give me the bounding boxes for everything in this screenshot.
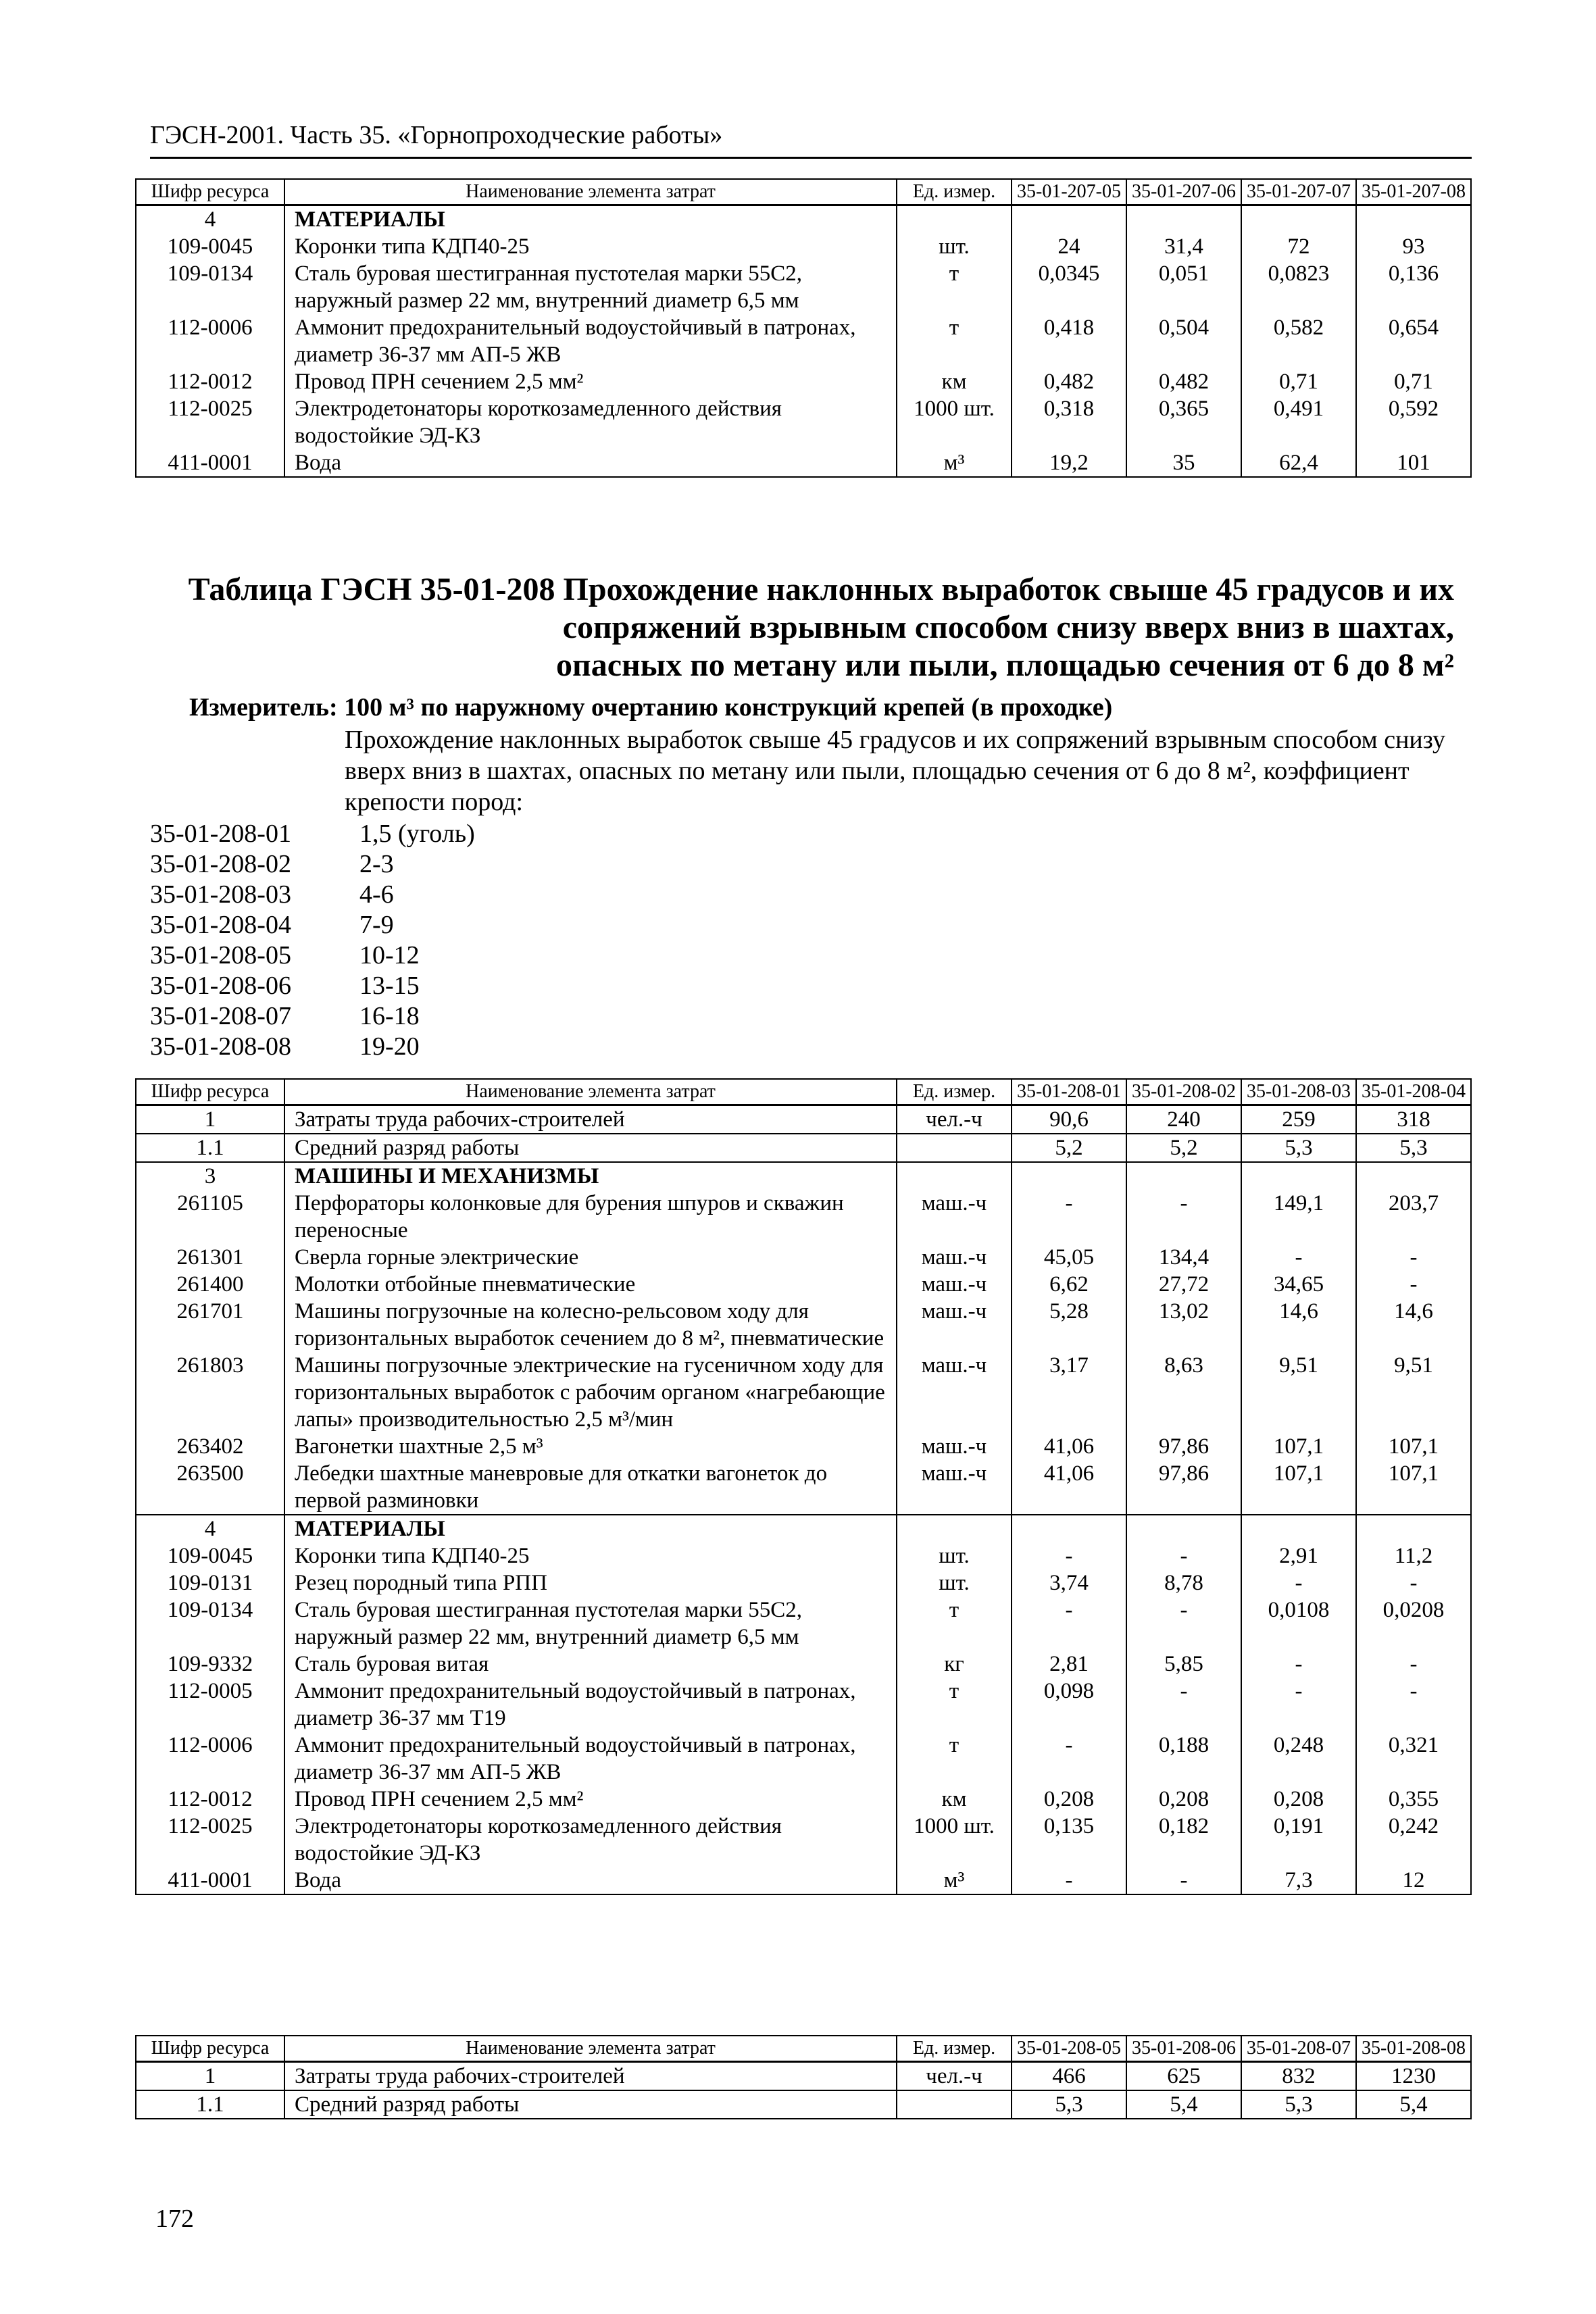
value-cell: 0,188 bbox=[1126, 1732, 1241, 1786]
norm-code-row bbox=[150, 940, 475, 971]
value-cell: - bbox=[1356, 1651, 1471, 1678]
value-cell: 2,81 bbox=[1012, 1651, 1126, 1678]
resource-name: Вода bbox=[284, 449, 897, 477]
unit: т bbox=[897, 1596, 1012, 1651]
value-cell: 832 bbox=[1241, 2062, 1356, 2091]
rock-strength-coefficient: 7-9 bbox=[359, 911, 394, 939]
table-row bbox=[136, 1813, 1471, 1867]
resource-code: 109-0131 bbox=[136, 1569, 284, 1596]
header-norm-code: 35-01-208-06 bbox=[1126, 2036, 1241, 2062]
resource-code: 261803 bbox=[136, 1352, 284, 1433]
value-cell: 318 bbox=[1356, 1105, 1471, 1134]
value-cell: - bbox=[1241, 1569, 1356, 1596]
header-name: Наименование элемента затрат bbox=[284, 1079, 897, 1105]
group-heading: МАТЕРИАЛЫ bbox=[284, 205, 897, 234]
norm-code-row bbox=[150, 910, 475, 940]
value-cell: 134,4 bbox=[1126, 1244, 1241, 1271]
resource-code: 1.1 bbox=[136, 1134, 284, 1162]
table-row bbox=[136, 1433, 1471, 1460]
header-norm-code: 35-01-208-01 bbox=[1012, 1079, 1126, 1105]
table-row bbox=[136, 1162, 1471, 1190]
title-line-1: Таблица ГЭСН 35-01-208 Прохождение наклонных выработок свыше 45 градусов и их bbox=[188, 572, 1454, 607]
norm-code: 35-01-208-02 bbox=[150, 850, 291, 878]
resource-name: Молотки отбойные пневматические bbox=[284, 1271, 897, 1298]
header-norm-code: 35-01-207-05 bbox=[1012, 179, 1126, 205]
value-cell: 0,355 bbox=[1356, 1786, 1471, 1813]
table-row bbox=[136, 1542, 1471, 1569]
resource-code: 263500 bbox=[136, 1460, 284, 1515]
value-cell: 5,3 bbox=[1241, 2090, 1356, 2119]
unit: маш.-ч bbox=[897, 1352, 1012, 1433]
resource-code: 411-0001 bbox=[136, 1867, 284, 1894]
header-unit: Ед. измер. bbox=[897, 2036, 1012, 2062]
value-cell: 0,208 bbox=[1012, 1786, 1126, 1813]
value-cell: 5,4 bbox=[1356, 2090, 1471, 2119]
resource-code: 109-0045 bbox=[136, 1542, 284, 1569]
table-row bbox=[136, 1678, 1471, 1732]
value-cell: 31,4 bbox=[1126, 233, 1241, 260]
resource-code: 263402 bbox=[136, 1433, 284, 1460]
table-row bbox=[136, 1651, 1471, 1678]
value-cell: 625 bbox=[1126, 2062, 1241, 2091]
header-name: Наименование элемента затрат bbox=[284, 179, 897, 205]
value-cell: 101 bbox=[1356, 449, 1471, 477]
value-cell: 203,7 bbox=[1356, 1190, 1471, 1244]
table-row bbox=[136, 1786, 1471, 1813]
value-cell: 2,91 bbox=[1241, 1542, 1356, 1569]
measurer: Измеритель: 100 м³ по наружному очертанию конструкций крепей (в проходке) bbox=[189, 693, 1113, 722]
value-cell: 0,135 bbox=[1012, 1813, 1126, 1867]
resource-name: Машины погрузочные на колесно-рельсовом ходу для горизонтальных выработок сечением до 8 м², пневматические bbox=[284, 1298, 897, 1352]
header-norm-code: 35-01-208-08 bbox=[1356, 2036, 1471, 2062]
resource-code: 109-9332 bbox=[136, 1651, 284, 1678]
unit: м³ bbox=[897, 1867, 1012, 1894]
value-cell: 0,191 bbox=[1241, 1813, 1356, 1867]
value-cell: 27,72 bbox=[1126, 1271, 1241, 1298]
resource-name: Сверла горные электрические bbox=[284, 1244, 897, 1271]
resource-code: 109-0134 bbox=[136, 1596, 284, 1651]
value-cell bbox=[1241, 1162, 1356, 1190]
header-unit: Ед. измер. bbox=[897, 1079, 1012, 1105]
resource-code: 261301 bbox=[136, 1244, 284, 1271]
value-cell: 0,504 bbox=[1126, 314, 1241, 368]
page-number: 172 bbox=[155, 2205, 194, 2233]
unit: маш.-ч bbox=[897, 1298, 1012, 1352]
unit: т bbox=[897, 314, 1012, 368]
value-cell: 0,418 bbox=[1012, 314, 1126, 368]
value-cell: 14,6 bbox=[1356, 1298, 1471, 1352]
value-cell: 9,51 bbox=[1241, 1352, 1356, 1433]
value-cell: 0,0345 bbox=[1012, 260, 1126, 314]
norm-code: 35-01-208-04 bbox=[150, 911, 291, 939]
value-cell: 0,098 bbox=[1012, 1678, 1126, 1732]
value-cell: 0,051 bbox=[1126, 260, 1241, 314]
value-cell bbox=[1356, 205, 1471, 234]
value-cell bbox=[1241, 1515, 1356, 1542]
table-row bbox=[136, 1244, 1471, 1271]
unit bbox=[897, 205, 1012, 234]
resource-code: 1 bbox=[136, 1105, 284, 1134]
table-row bbox=[136, 1569, 1471, 1596]
header-norm-code: 35-01-207-07 bbox=[1241, 179, 1356, 205]
value-cell: 0,482 bbox=[1012, 368, 1126, 395]
value-cell: 19,2 bbox=[1012, 449, 1126, 477]
value-cell: - bbox=[1012, 1867, 1126, 1894]
table-row bbox=[136, 233, 1471, 260]
value-cell: - bbox=[1012, 1732, 1126, 1786]
value-cell bbox=[1012, 205, 1126, 234]
table-title bbox=[150, 571, 1454, 684]
value-cell: - bbox=[1241, 1678, 1356, 1732]
value-cell bbox=[1126, 205, 1241, 234]
table-row bbox=[136, 1867, 1471, 1894]
unit bbox=[897, 1515, 1012, 1542]
value-cell: 8,63 bbox=[1126, 1352, 1241, 1433]
value-cell: 5,2 bbox=[1012, 1134, 1126, 1162]
value-cell: 62,4 bbox=[1241, 449, 1356, 477]
resource-name: Сталь буровая шестигранная пустотелая марки 55С2, наружный размер 22 мм, внутренний диаметр 6,5 мм bbox=[284, 1596, 897, 1651]
value-cell bbox=[1356, 1515, 1471, 1542]
resource-name: Провод ПРН сечением 2,5 мм² bbox=[284, 368, 897, 395]
resource-name: Электродетонаторы короткозамедленного действия водостойкие ЭД-КЗ bbox=[284, 1813, 897, 1867]
resource-name: Сталь буровая витая bbox=[284, 1651, 897, 1678]
value-cell: - bbox=[1012, 1542, 1126, 1569]
value-cell: 0,0823 bbox=[1241, 260, 1356, 314]
header-norm-code: 35-01-208-07 bbox=[1241, 2036, 1356, 2062]
value-cell: - bbox=[1241, 1651, 1356, 1678]
norm-code: 35-01-208-05 bbox=[150, 941, 291, 970]
value-cell bbox=[1356, 1162, 1471, 1190]
unit: кг bbox=[897, 1651, 1012, 1678]
resource-name: Сталь буровая шестигранная пустотелая марки 55С2, наружный размер 22 мм, внутренний диаметр 6,5 мм bbox=[284, 260, 897, 314]
unit: шт. bbox=[897, 1542, 1012, 1569]
table-row bbox=[136, 368, 1471, 395]
value-cell: 0,242 bbox=[1356, 1813, 1471, 1867]
norm-code-row bbox=[150, 849, 475, 880]
value-cell: 0,71 bbox=[1356, 368, 1471, 395]
value-cell: 107,1 bbox=[1241, 1433, 1356, 1460]
group-heading: МАШИНЫ И МЕХАНИЗМЫ bbox=[284, 1162, 897, 1190]
value-cell: 14,6 bbox=[1241, 1298, 1356, 1352]
unit: чел.-ч bbox=[897, 1105, 1012, 1134]
value-cell: 24 bbox=[1012, 233, 1126, 260]
work-description: Прохождение наклонных выработок свыше 45 градусов и их сопряжений взрывным способом снизу вверх вниз в шахтах, опасных по метану или пыли, площадью сечения от 6 до 8 м², коэффициент крепости пород: bbox=[345, 726, 1445, 816]
value-cell: 0,592 bbox=[1356, 395, 1471, 449]
value-cell: 5,2 bbox=[1126, 1134, 1241, 1162]
table-row bbox=[136, 1460, 1471, 1515]
norm-code-row bbox=[150, 1001, 475, 1032]
table-row bbox=[136, 449, 1471, 477]
value-cell: 0,654 bbox=[1356, 314, 1471, 368]
unit: шт. bbox=[897, 1569, 1012, 1596]
value-cell: 5,85 bbox=[1126, 1651, 1241, 1678]
value-cell: 107,1 bbox=[1241, 1460, 1356, 1515]
value-cell: 5,3 bbox=[1241, 1134, 1356, 1162]
norm-code-row bbox=[150, 1032, 475, 1062]
resource-code: 411-0001 bbox=[136, 449, 284, 477]
value-cell: 5,3 bbox=[1012, 2090, 1126, 2119]
resource-code: 109-0045 bbox=[136, 233, 284, 260]
unit bbox=[897, 2090, 1012, 2119]
value-cell: 41,06 bbox=[1012, 1460, 1126, 1515]
header-norm-code: 35-01-208-04 bbox=[1356, 1079, 1471, 1105]
unit: маш.-ч bbox=[897, 1271, 1012, 1298]
unit: маш.-ч bbox=[897, 1190, 1012, 1244]
value-cell bbox=[1012, 1162, 1126, 1190]
header-norm-code: 35-01-208-03 bbox=[1241, 1079, 1356, 1105]
table-row bbox=[136, 1298, 1471, 1352]
value-cell: 1230 bbox=[1356, 2062, 1471, 2091]
resource-code: 3 bbox=[136, 1162, 284, 1190]
title-line-3: опасных по метану или пыли, площадью сечения от 6 до 8 м² bbox=[556, 647, 1454, 683]
value-cell: 240 bbox=[1126, 1105, 1241, 1134]
value-cell: - bbox=[1126, 1596, 1241, 1651]
header-code: Шифр ресурса bbox=[136, 179, 284, 205]
table-row bbox=[136, 260, 1471, 314]
value-cell: 0,208 bbox=[1241, 1786, 1356, 1813]
value-cell: 0,136 bbox=[1356, 260, 1471, 314]
value-cell: 13,02 bbox=[1126, 1298, 1241, 1352]
norm-code-row bbox=[150, 971, 475, 1001]
resource-name: Вода bbox=[284, 1867, 897, 1894]
unit: м³ bbox=[897, 449, 1012, 477]
resource-name: Средний разряд работы bbox=[284, 2090, 897, 2119]
header-name: Наименование элемента затрат bbox=[284, 2036, 897, 2062]
page-header: ГЭСН-2001. Часть 35. «Горнопроходческие работы» bbox=[150, 120, 1472, 159]
resource-code: 261701 bbox=[136, 1298, 284, 1352]
header-norm-code: 35-01-207-08 bbox=[1356, 179, 1471, 205]
norm-code: 35-01-208-01 bbox=[150, 820, 291, 848]
resource-name: Аммонит предохранительный водоустойчивый в патронах, диаметр 36-37 мм Т19 bbox=[284, 1678, 897, 1732]
value-cell: 3,74 bbox=[1012, 1569, 1126, 1596]
value-cell: 0,321 bbox=[1356, 1732, 1471, 1786]
table-row bbox=[136, 1596, 1471, 1651]
resource-table-208-a bbox=[135, 1078, 1472, 1895]
value-cell: 97,86 bbox=[1126, 1460, 1241, 1515]
value-cell: - bbox=[1012, 1190, 1126, 1244]
resource-code: 1.1 bbox=[136, 2090, 284, 2119]
value-cell: 0,248 bbox=[1241, 1732, 1356, 1786]
table-row bbox=[136, 1732, 1471, 1786]
resource-code: 112-0005 bbox=[136, 1678, 284, 1732]
value-cell: 107,1 bbox=[1356, 1460, 1471, 1515]
value-cell: 5,4 bbox=[1126, 2090, 1241, 2119]
table-row bbox=[136, 1134, 1471, 1162]
resource-name: Затраты труда рабочих-строителей bbox=[284, 2062, 897, 2091]
resource-name: Коронки типа КДП40-25 bbox=[284, 233, 897, 260]
norm-code-row bbox=[150, 880, 475, 910]
resource-name: Электродетонаторы короткозамедленного действия водостойкие ЭД-КЗ bbox=[284, 395, 897, 449]
value-cell bbox=[1126, 1162, 1241, 1190]
resource-code: 1 bbox=[136, 2062, 284, 2091]
rock-strength-coefficient: 19-20 bbox=[359, 1032, 420, 1061]
resource-code: 112-0025 bbox=[136, 395, 284, 449]
value-cell: 45,05 bbox=[1012, 1244, 1126, 1271]
unit: т bbox=[897, 260, 1012, 314]
table-row bbox=[136, 2090, 1471, 2119]
resource-code: 112-0006 bbox=[136, 1732, 284, 1786]
resource-name: Аммонит предохранительный водоустойчивый в патронах, диаметр 36-37 мм АП-5 ЖВ bbox=[284, 314, 897, 368]
norm-code-row bbox=[150, 819, 475, 849]
value-cell: - bbox=[1126, 1190, 1241, 1244]
table-row bbox=[136, 1105, 1471, 1134]
value-cell: - bbox=[1012, 1596, 1126, 1651]
unit: км bbox=[897, 1786, 1012, 1813]
table-row bbox=[136, 1352, 1471, 1433]
resource-code: 4 bbox=[136, 1515, 284, 1542]
value-cell: - bbox=[1356, 1244, 1471, 1271]
value-cell: 0,582 bbox=[1241, 314, 1356, 368]
value-cell: 0,0108 bbox=[1241, 1596, 1356, 1651]
resource-code: 261400 bbox=[136, 1271, 284, 1298]
resource-code: 112-0012 bbox=[136, 368, 284, 395]
unit: шт. bbox=[897, 233, 1012, 260]
value-cell bbox=[1012, 1515, 1126, 1542]
value-cell: - bbox=[1241, 1244, 1356, 1271]
unit: т bbox=[897, 1678, 1012, 1732]
rock-strength-coefficient: 1,5 (уголь) bbox=[359, 820, 475, 848]
table-row bbox=[136, 205, 1471, 234]
title-line-2: сопряжений взрывным способом снизу вверх вниз в шахтах, bbox=[562, 609, 1454, 645]
value-cell: - bbox=[1356, 1678, 1471, 1732]
resource-name: Провод ПРН сечением 2,5 мм² bbox=[284, 1786, 897, 1813]
resource-code: 112-0012 bbox=[136, 1786, 284, 1813]
resource-table-208-b bbox=[135, 2035, 1472, 2119]
value-cell bbox=[1126, 1515, 1241, 1542]
value-cell: 0,318 bbox=[1012, 395, 1126, 449]
value-cell: 0,365 bbox=[1126, 395, 1241, 449]
header-norm-code: 35-01-208-02 bbox=[1126, 1079, 1241, 1105]
value-cell: - bbox=[1356, 1569, 1471, 1596]
header-norm-code: 35-01-207-06 bbox=[1126, 179, 1241, 205]
norm-code: 35-01-208-06 bbox=[150, 972, 291, 1000]
resource-name: Резец породный типа РПП bbox=[284, 1569, 897, 1596]
resource-name: Коронки типа КДП40-25 bbox=[284, 1542, 897, 1569]
value-cell: 7,3 bbox=[1241, 1867, 1356, 1894]
rock-strength-coefficient: 2-3 bbox=[359, 850, 394, 878]
value-cell: - bbox=[1126, 1867, 1241, 1894]
resource-code: 112-0025 bbox=[136, 1813, 284, 1867]
value-cell: 466 bbox=[1012, 2062, 1126, 2091]
resource-code: 4 bbox=[136, 205, 284, 234]
table-row bbox=[136, 1515, 1471, 1542]
resource-code: 112-0006 bbox=[136, 314, 284, 368]
norm-code: 35-01-208-03 bbox=[150, 880, 291, 909]
resource-code: 261105 bbox=[136, 1190, 284, 1244]
resource-name: Перфораторы колонковые для бурения шпуров и скважин переносные bbox=[284, 1190, 897, 1244]
value-cell: 0,182 bbox=[1126, 1813, 1241, 1867]
header-unit: Ед. измер. bbox=[897, 179, 1012, 205]
resource-name: Вагонетки шахтные 2,5 м³ bbox=[284, 1433, 897, 1460]
resource-code: 109-0134 bbox=[136, 260, 284, 314]
resource-name: Средний разряд работы bbox=[284, 1134, 897, 1162]
value-cell: 6,62 bbox=[1012, 1271, 1126, 1298]
value-cell: 5,3 bbox=[1356, 1134, 1471, 1162]
norm-code: 35-01-208-08 bbox=[150, 1032, 291, 1061]
value-cell: 259 bbox=[1241, 1105, 1356, 1134]
resource-table-207 bbox=[135, 178, 1472, 478]
value-cell: 0,491 bbox=[1241, 395, 1356, 449]
value-cell: 72 bbox=[1241, 233, 1356, 260]
norm-code: 35-01-208-07 bbox=[150, 1002, 291, 1030]
value-cell: 35 bbox=[1126, 449, 1241, 477]
resource-name: Лебедки шахтные маневровые для откатки вагонеток до первой разминовки bbox=[284, 1460, 897, 1515]
resource-name: Аммонит предохранительный водоустойчивый в патронах, диаметр 36-37 мм АП-5 ЖВ bbox=[284, 1732, 897, 1786]
value-cell: 107,1 bbox=[1356, 1433, 1471, 1460]
value-cell: 5,28 bbox=[1012, 1298, 1126, 1352]
value-cell: 0,208 bbox=[1126, 1786, 1241, 1813]
rock-strength-coefficient: 4-6 bbox=[359, 880, 394, 909]
value-cell: 34,65 bbox=[1241, 1271, 1356, 1298]
table-row bbox=[136, 395, 1471, 449]
value-cell: 93 bbox=[1356, 233, 1471, 260]
table-row bbox=[136, 2062, 1471, 2091]
unit: чел.-ч bbox=[897, 2062, 1012, 2091]
unit: 1000 шт. bbox=[897, 1813, 1012, 1867]
unit: 1000 шт. bbox=[897, 395, 1012, 449]
value-cell: 41,06 bbox=[1012, 1433, 1126, 1460]
resource-name: Затраты труда рабочих-строителей bbox=[284, 1105, 897, 1134]
value-cell: - bbox=[1356, 1271, 1471, 1298]
value-cell: 90,6 bbox=[1012, 1105, 1126, 1134]
unit bbox=[897, 1134, 1012, 1162]
table-row bbox=[136, 1190, 1471, 1244]
unit: маш.-ч bbox=[897, 1433, 1012, 1460]
unit bbox=[897, 1162, 1012, 1190]
value-cell: 8,78 bbox=[1126, 1569, 1241, 1596]
rock-strength-coefficient: 13-15 bbox=[359, 972, 420, 1000]
header-norm-code: 35-01-208-05 bbox=[1012, 2036, 1126, 2062]
resource-name: Машины погрузочные электрические на гусеничном ходу для горизонтальных выработок с рабочим органом «нагребающие лапы» производительностью 2,5 м³/мин bbox=[284, 1352, 897, 1433]
value-cell: - bbox=[1126, 1678, 1241, 1732]
value-cell: 11,2 bbox=[1356, 1542, 1471, 1569]
value-cell: 0,0208 bbox=[1356, 1596, 1471, 1651]
unit: км bbox=[897, 368, 1012, 395]
header-code: Шифр ресурса bbox=[136, 1079, 284, 1105]
unit: т bbox=[897, 1732, 1012, 1786]
value-cell: 97,86 bbox=[1126, 1433, 1241, 1460]
value-cell: 0,71 bbox=[1241, 368, 1356, 395]
rock-strength-coefficient: 16-18 bbox=[359, 1002, 420, 1030]
unit: маш.-ч bbox=[897, 1244, 1012, 1271]
norm-codes-list bbox=[150, 819, 475, 1062]
table-row bbox=[136, 314, 1471, 368]
value-cell: - bbox=[1126, 1542, 1241, 1569]
group-heading: МАТЕРИАЛЫ bbox=[284, 1515, 897, 1542]
rock-strength-coefficient: 10-12 bbox=[359, 941, 420, 970]
table-row bbox=[136, 1271, 1471, 1298]
value-cell: 3,17 bbox=[1012, 1352, 1126, 1433]
value-cell bbox=[1241, 205, 1356, 234]
value-cell: 0,482 bbox=[1126, 368, 1241, 395]
unit: маш.-ч bbox=[897, 1460, 1012, 1515]
value-cell: 149,1 bbox=[1241, 1190, 1356, 1244]
value-cell: 9,51 bbox=[1356, 1352, 1471, 1433]
value-cell: 12 bbox=[1356, 1867, 1471, 1894]
header-code: Шифр ресурса bbox=[136, 2036, 284, 2062]
